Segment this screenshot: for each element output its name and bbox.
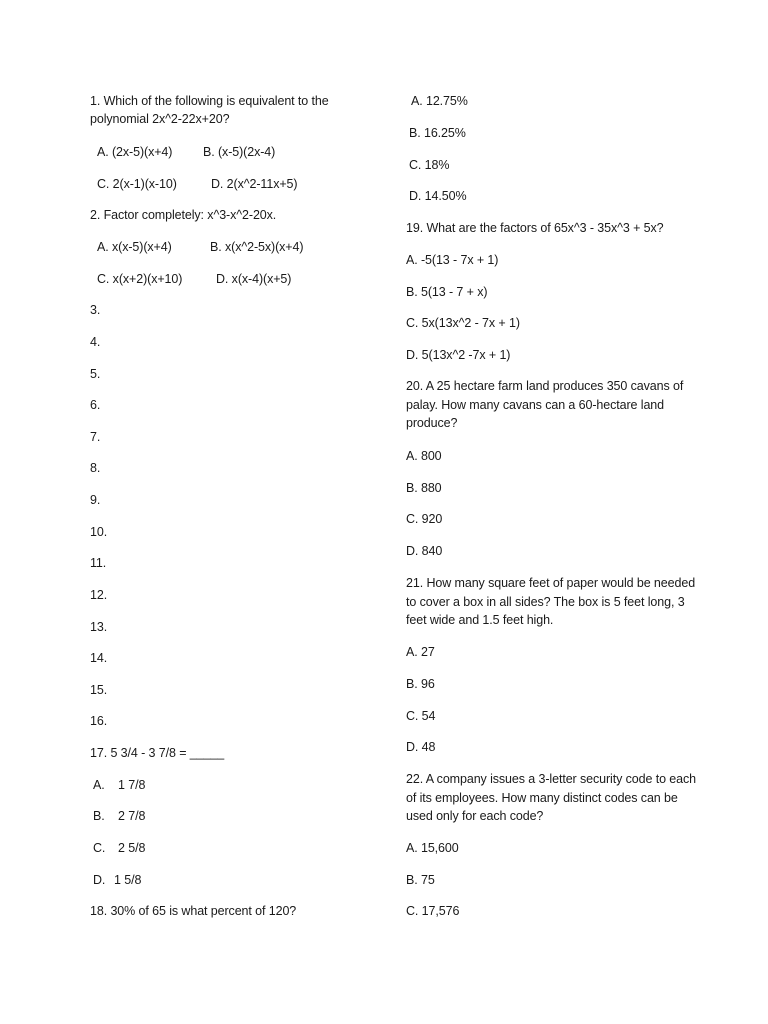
question-2-option-b: B. x(x^2-5x)(x+4) [210, 240, 304, 254]
question-20-stem-line3: produce? [406, 416, 458, 430]
question-17-stem: 17. 5 3/4 - 3 7/8 = _____ [90, 746, 225, 760]
question-19-stem: 19. What are the factors of 65x^3 - 35x^3 + 5x? [406, 221, 664, 235]
question-21-stem-line1: 21. How many square feet of paper would be needed [406, 576, 696, 590]
question-19-option-d: D. 5(13x^2 -7x + 1) [406, 348, 511, 362]
question-20-stem-line2: palay. How many cavans can a 60-hectare land [406, 398, 665, 412]
question-22-stem-line3: used only for each code? [406, 809, 544, 823]
blank-question-number: 13. [90, 620, 108, 634]
blank-question-number: 12. [90, 588, 108, 602]
question-18-option-c: C. 18% [409, 158, 450, 172]
question-19-option-a: A. -5(13 - 7x + 1) [406, 253, 499, 267]
blank-question-number: 5. [90, 367, 101, 381]
question-20-option-d: D. 840 [406, 544, 443, 558]
question-18-stem: 18. 30% of 65 is what percent of 120? [90, 904, 297, 918]
question-17-option-b-value: 2 7/8 [118, 809, 146, 823]
question-2-option-d: D. x(x-4)(x+5) [216, 272, 292, 286]
blank-question-number: 7. [90, 430, 101, 444]
question-18-option-b: B. 16.25% [409, 126, 466, 140]
question-19-option-b: B. 5(13 - 7 + x) [406, 285, 488, 299]
blank-question-number: 11. [90, 556, 107, 570]
blank-question-number: 10. [90, 525, 108, 539]
blank-question-number: 16. [90, 714, 108, 728]
question-1-option-a: A. (2x-5)(x+4) [97, 145, 173, 159]
question-22-stem-line1: 22. A company issues a 3-letter security code to each [406, 772, 697, 786]
question-22-option-a: A. 15,600 [406, 841, 459, 855]
blank-question-number: 8. [90, 461, 101, 475]
question-21-option-b: B. 96 [406, 677, 435, 691]
question-2-stem: 2. Factor completely: x^3-x^2-20x. [90, 208, 277, 222]
question-1-option-b: B. (x-5)(2x-4) [203, 145, 276, 159]
question-20-option-c: C. 920 [406, 512, 443, 526]
blank-question-number: 4. [90, 335, 101, 349]
question-19-option-c: C. 5x(13x^2 - 7x + 1) [406, 316, 520, 330]
question-20-stem-line1: 20. A 25 hectare farm land produces 350 cavans of [406, 379, 684, 393]
question-2-option-a: A. x(x-5)(x+4) [97, 240, 172, 254]
question-21-option-a: A. 27 [406, 645, 435, 659]
blank-question-number: 14. [90, 651, 108, 665]
question-17-option-b-letter: B. [93, 809, 105, 823]
question-20-option-a: A. 800 [406, 449, 442, 463]
question-1-stem-line2: polynomial 2x^2-22x+20? [90, 112, 230, 126]
question-17-option-a-value: 1 7/8 [118, 778, 146, 792]
blank-question-number: 9. [90, 493, 101, 507]
blank-question-number: 6. [90, 398, 101, 412]
question-17-option-d-value: 1 5/8 [114, 873, 142, 887]
question-22-stem-line2: of its employees. How many distinct codes can be [406, 791, 678, 805]
question-1-option-c: C. 2(x-1)(x-10) [97, 177, 177, 191]
question-17-option-a-letter: A. [93, 778, 105, 792]
question-22-option-c: C. 17,576 [406, 904, 460, 918]
question-17-option-d-letter: D. [93, 873, 106, 887]
question-17-option-c-value: 2 5/8 [118, 841, 146, 855]
question-21-stem-line2: to cover a box in all sides? The box is 5 feet long, 3 [406, 595, 685, 609]
blank-question-number: 15. [90, 683, 108, 697]
question-17-option-c-letter: C. [93, 841, 106, 855]
question-18-option-d: D. 14.50% [409, 189, 467, 203]
question-21-option-d: D. 48 [406, 740, 436, 754]
question-18-option-a: A. 12.75% [411, 94, 468, 108]
question-1-stem-line1: 1. Which of the following is equivalent to the [90, 94, 329, 108]
question-20-option-b: B. 880 [406, 481, 442, 495]
question-21-stem-line3: feet wide and 1.5 feet high. [406, 613, 554, 627]
question-2-option-c: C. x(x+2)(x+10) [97, 272, 183, 286]
question-1-option-d: D. 2(x^2-11x+5) [211, 177, 298, 191]
question-21-option-c: C. 54 [406, 709, 436, 723]
blank-question-number: 3. [90, 303, 101, 317]
question-22-option-b: B. 75 [406, 873, 435, 887]
